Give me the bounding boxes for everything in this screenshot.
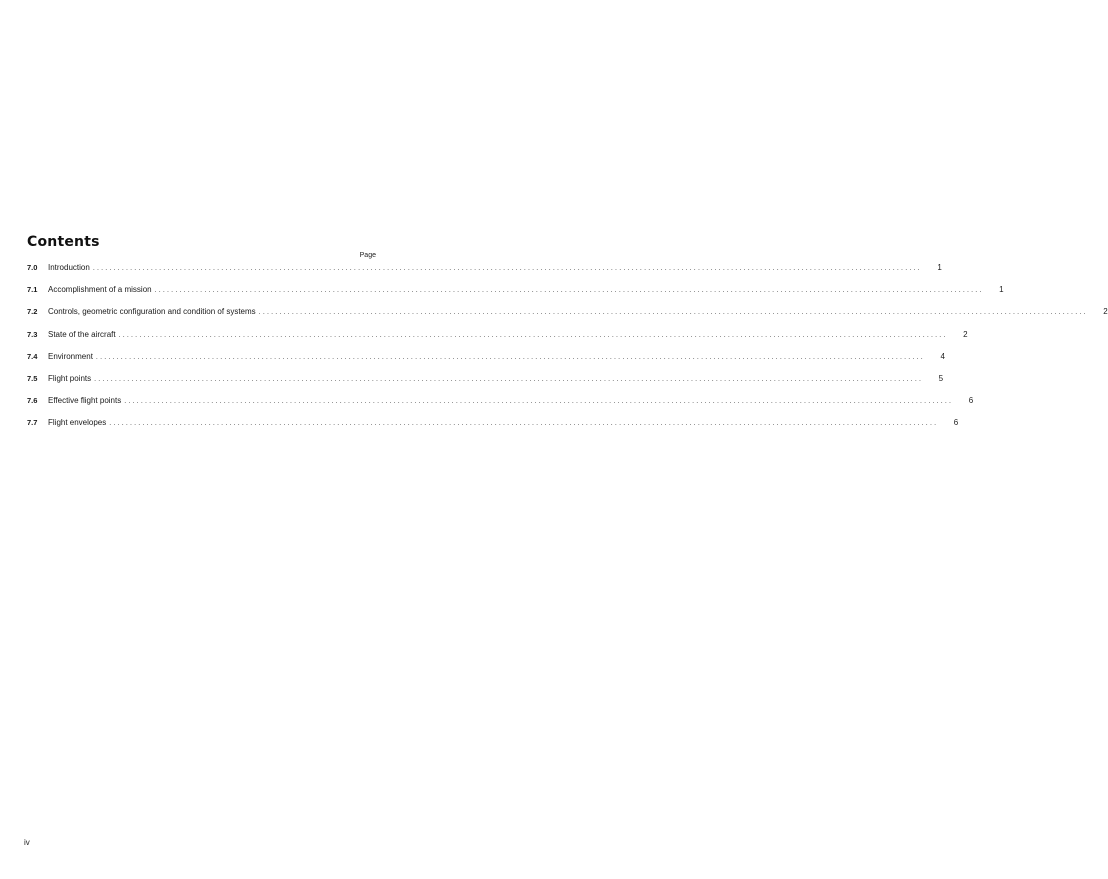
toc-entry-page: 4 (940, 351, 945, 361)
dot-leader: ........................................................................................................................................................................................................ (118, 331, 948, 339)
toc-entry-title: Flight points (48, 373, 92, 383)
toc-entry-number: 7.6 (27, 396, 38, 406)
toc-entry-number: 7.5 (27, 373, 38, 383)
toc-entry (27, 285, 1004, 307)
toc-entry-number: 7.2 (27, 307, 38, 317)
dot-leader: ........................................................................................................................................................................................................ (95, 353, 925, 361)
toc-entry-page: 2 (963, 329, 968, 339)
toc-entry-page: 6 (953, 418, 959, 428)
dot-leader: ........................................................................................................................................................................................................ (124, 398, 954, 406)
toc-entry-title: State of the aircraft (48, 329, 116, 339)
toc-entry-number: 7.1 (27, 285, 38, 295)
toc-entry-title: Effective flight points (48, 396, 122, 406)
toc-entry (27, 329, 968, 352)
toc-entry-title: Flight envelopes (48, 418, 107, 428)
dot-leader: ........................................................................................................................................................................................................ (258, 309, 1088, 317)
toc-entry-page: 6 (968, 396, 974, 406)
toc-entry-page: 1 (937, 263, 942, 272)
toc-entry (27, 396, 974, 418)
toc-entry (27, 307, 1108, 329)
toc-entry (27, 418, 959, 440)
contents-heading: Contents (27, 234, 100, 250)
toc-entry (27, 351, 945, 374)
page-column-label: Page (359, 252, 376, 259)
toc-entry-page: 2 (1103, 307, 1108, 317)
toc-entry (27, 373, 944, 396)
toc-entry (27, 263, 942, 285)
dot-leader: ........................................................................................................................................................................................................ (109, 420, 939, 428)
dot-leader: ........................................................................................................................................................................................................ (154, 287, 984, 295)
toc-entry-title: Controls, geometric configuration and condition of systems (48, 307, 256, 317)
toc-entry-number: 7.3 (27, 329, 38, 339)
toc-entry-title: Accomplishment of a mission (48, 285, 152, 295)
toc-entry-page: 1 (999, 285, 1004, 295)
toc-entry-number: 7.4 (27, 351, 38, 361)
dot-leader: ........................................................................................................................................................................................................ (94, 375, 924, 383)
toc-entry-title: Introduction (48, 263, 90, 272)
dot-leader: ........................................................................................................................................................................................................ (92, 265, 922, 272)
table-of-contents (27, 263, 1108, 441)
toc-entry-number: 7.7 (27, 418, 38, 428)
toc-entry-number: 7.0 (27, 263, 38, 272)
page-folio: iv (24, 838, 30, 847)
toc-entry-title: Environment (48, 351, 93, 361)
toc-entry-page: 5 (938, 373, 944, 383)
